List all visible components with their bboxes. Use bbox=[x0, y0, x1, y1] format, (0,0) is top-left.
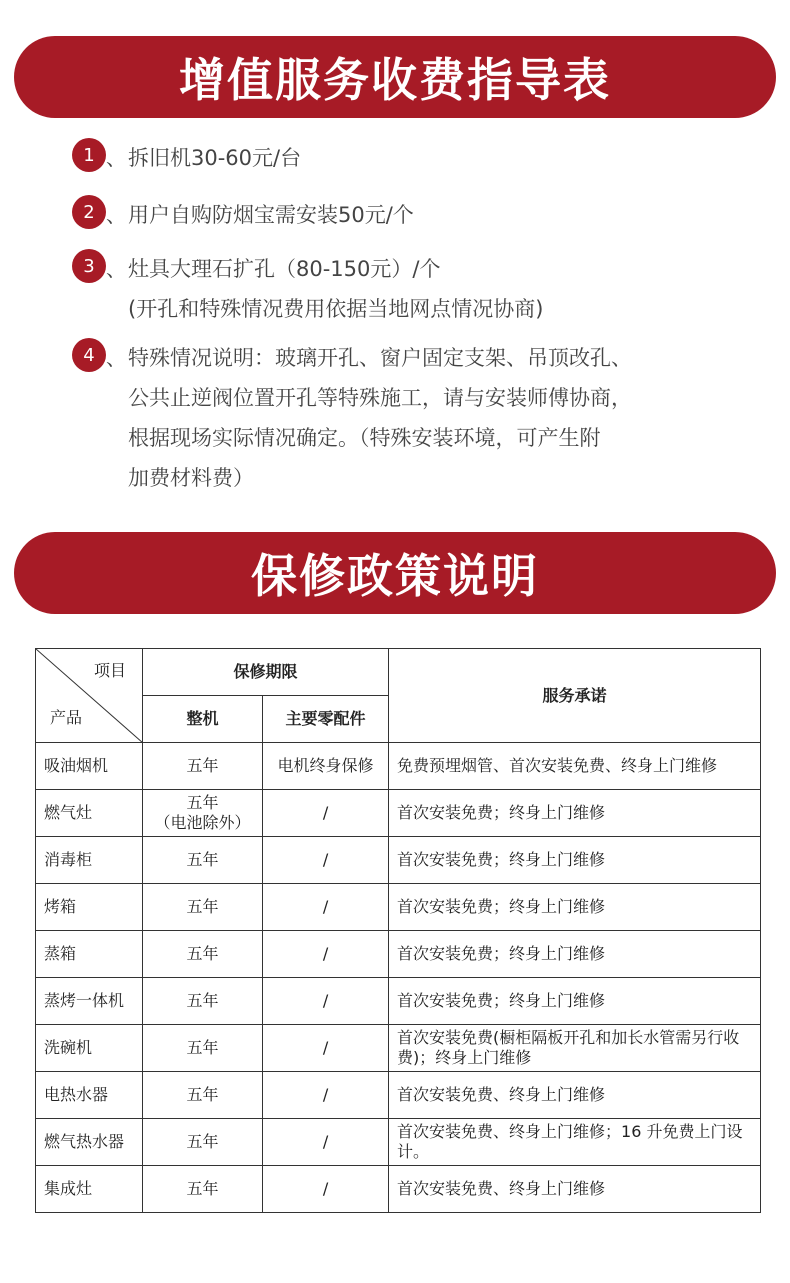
service-cell: 首次安装免费；终身上门维修 bbox=[389, 884, 761, 931]
service-cell: 首次安装免费；终身上门维修 bbox=[389, 931, 761, 978]
fee-guide-title: 增值服务收费指导表 bbox=[179, 53, 611, 107]
fee-item-text bbox=[128, 138, 772, 178]
fee-item-separator: 、 bbox=[106, 203, 126, 227]
fee-item-text bbox=[128, 195, 772, 235]
table-row bbox=[36, 978, 761, 1025]
fee-item-line: 特殊情况说明：玻璃开孔、窗户固定支架、吊顶改孔、 bbox=[128, 346, 632, 370]
product-cell: 吸油烟机 bbox=[36, 743, 143, 790]
service-cell: 免费预埋烟管、首次安装免费、终身上门维修 bbox=[389, 743, 761, 790]
table-row bbox=[36, 790, 761, 837]
fee-item-line: 根据现场实际情况确定。（特殊安装环境，可产生附 bbox=[128, 426, 601, 450]
main-parts-cell: / bbox=[263, 1166, 389, 1213]
main-parts-cell: / bbox=[263, 1119, 389, 1166]
fee-item-separator: 、 bbox=[106, 257, 126, 281]
whole-unit-value: 五年 bbox=[186, 756, 219, 775]
service-cell: 首次安装免费(橱柜隔板开孔和加长水管需另行收费)；终身上门维修 bbox=[389, 1025, 761, 1072]
product-cell: 燃气灶 bbox=[36, 790, 143, 837]
fee-item-separator: 、 bbox=[106, 346, 126, 370]
product-cell: 燃气热水器 bbox=[36, 1119, 143, 1166]
table-row bbox=[36, 1119, 761, 1166]
service-cell: 首次安装免费、终身上门维修 bbox=[389, 1166, 761, 1213]
table-row bbox=[36, 743, 761, 790]
header-warranty-period: 保修期限 bbox=[143, 649, 389, 696]
fee-guide-title-banner bbox=[14, 36, 776, 118]
whole-unit-cell bbox=[143, 743, 263, 790]
fee-item-number-badge: 1 bbox=[72, 138, 106, 172]
fee-item-2 bbox=[72, 195, 772, 235]
fee-item-text bbox=[128, 249, 772, 329]
fee-item-1 bbox=[72, 138, 772, 178]
diagonal-line bbox=[36, 649, 143, 743]
service-cell: 首次安装免费；终身上门维修 bbox=[389, 837, 761, 884]
table-row bbox=[36, 884, 761, 931]
whole-unit-cell bbox=[143, 790, 263, 837]
fee-item-number-badge: 4 bbox=[72, 338, 106, 372]
fee-item-number-badge: 3 bbox=[72, 249, 106, 283]
main-parts-cell: / bbox=[263, 884, 389, 931]
whole-unit-value: 五年 bbox=[186, 991, 219, 1010]
product-cell: 烤箱 bbox=[36, 884, 143, 931]
product-cell: 集成灶 bbox=[36, 1166, 143, 1213]
product-cell: 蒸箱 bbox=[36, 931, 143, 978]
whole-unit-value: 五年 bbox=[186, 850, 219, 869]
fee-item-line: 公共止逆阀位置开孔等特殊施工，请与安装师傅协商， bbox=[128, 386, 632, 410]
main-parts-cell: / bbox=[263, 790, 389, 837]
service-cell: 首次安装免费；终身上门维修 bbox=[389, 978, 761, 1025]
product-cell: 蒸烤一体机 bbox=[36, 978, 143, 1025]
fee-item-line: 用户自购防烟宝需安装50元/个 bbox=[128, 203, 414, 227]
product-cell: 消毒柜 bbox=[36, 837, 143, 884]
table-header-row bbox=[36, 649, 761, 696]
service-cell: 首次安装免费、终身上门维修；16 升免费上门设计。 bbox=[389, 1119, 761, 1166]
product-cell: 电热水器 bbox=[36, 1072, 143, 1119]
fee-item-line: 灶具大理石扩孔（80-150元）/个 bbox=[128, 257, 441, 281]
diagonal-header-cell bbox=[36, 649, 143, 743]
main-parts-cell: / bbox=[263, 1025, 389, 1072]
fee-item-line: (开孔和特殊情况费用依据当地网点情况协商) bbox=[128, 297, 544, 321]
fee-item-3 bbox=[72, 249, 772, 329]
table-row bbox=[36, 1072, 761, 1119]
header-whole-unit: 整机 bbox=[143, 696, 263, 743]
whole-unit-cell bbox=[143, 1166, 263, 1213]
whole-unit-cell bbox=[143, 1072, 263, 1119]
header-item-label: 项目 bbox=[93, 661, 126, 680]
fee-item-separator: 、 bbox=[106, 146, 126, 170]
table-row bbox=[36, 837, 761, 884]
whole-unit-cell bbox=[143, 1025, 263, 1072]
warranty-title-banner bbox=[14, 532, 776, 614]
table-row bbox=[36, 1025, 761, 1072]
warranty-table bbox=[35, 648, 761, 1213]
main-parts-cell: / bbox=[263, 978, 389, 1025]
fee-item-text bbox=[128, 338, 772, 498]
warranty-title: 保修政策说明 bbox=[251, 549, 539, 603]
table-row bbox=[36, 1166, 761, 1213]
main-parts-cell: / bbox=[263, 837, 389, 884]
header-service-commitment: 服务承诺 bbox=[389, 649, 761, 743]
main-parts-cell: / bbox=[263, 1072, 389, 1119]
whole-unit-cell bbox=[143, 884, 263, 931]
fee-item-4 bbox=[72, 338, 772, 498]
product-cell: 洗碗机 bbox=[36, 1025, 143, 1072]
whole-unit-value: 五年 bbox=[186, 1085, 219, 1104]
whole-unit-value: 五年 bbox=[186, 1179, 219, 1198]
header-product-label: 产品 bbox=[50, 708, 83, 727]
whole-unit-note: （电池除外） bbox=[154, 813, 251, 832]
service-cell: 首次安装免费；终身上门维修 bbox=[389, 790, 761, 837]
header-main-parts: 主要零配件 bbox=[263, 696, 389, 743]
whole-unit-cell bbox=[143, 1119, 263, 1166]
whole-unit-value: 五年 bbox=[186, 897, 219, 916]
whole-unit-value: 五年 bbox=[186, 793, 219, 812]
fee-item-line: 加费材料费） bbox=[128, 466, 254, 490]
whole-unit-value: 五年 bbox=[186, 944, 219, 963]
whole-unit-value: 五年 bbox=[186, 1038, 219, 1057]
fee-item-line: 拆旧机30-60元/台 bbox=[128, 146, 302, 170]
whole-unit-value: 五年 bbox=[186, 1132, 219, 1151]
fee-item-number-badge: 2 bbox=[72, 195, 106, 229]
table-row bbox=[36, 931, 761, 978]
whole-unit-cell bbox=[143, 978, 263, 1025]
whole-unit-cell bbox=[143, 931, 263, 978]
service-cell: 首次安装免费、终身上门维修 bbox=[389, 1072, 761, 1119]
main-parts-cell: / bbox=[263, 931, 389, 978]
whole-unit-cell bbox=[143, 837, 263, 884]
main-parts-cell: 电机终身保修 bbox=[263, 743, 389, 790]
